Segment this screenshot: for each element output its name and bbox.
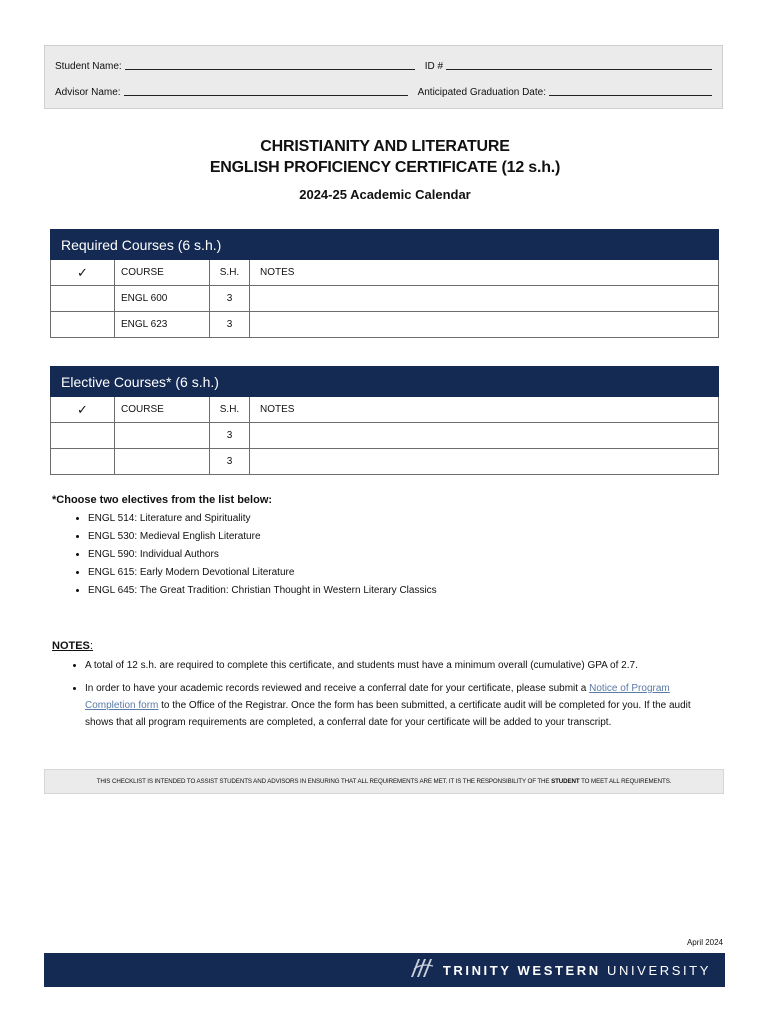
electives-list-section <box>52 494 437 600</box>
list-item: • ENGL 590: Individual Authors <box>88 546 437 564</box>
course-cell: ENGL 623 <box>115 312 210 338</box>
check-cell[interactable] <box>51 423 115 449</box>
id-field[interactable] <box>446 60 712 70</box>
table-row <box>51 286 719 312</box>
elective-courses-header <box>51 367 719 397</box>
notes-column-header: NOTES <box>250 397 719 423</box>
disclaimer-banner <box>44 769 724 794</box>
student-name-field[interactable] <box>125 60 415 70</box>
note-text: In order to have your academic records reviewed and receive a conferral date for your certificate, please submit a <box>85 683 590 694</box>
course-column-header: COURSE <box>115 260 210 286</box>
list-item: • A total of 12 s.h. are required to complete this certificate, and students must have a minimum overall (cumulative) GPA of 2.7. <box>85 657 720 674</box>
electives-list-heading: *Choose two electives from the list below: <box>52 494 273 506</box>
program-completion-form-link[interactable]: Notice of Program Completion form <box>85 683 670 711</box>
tree-logo-icon <box>409 957 435 984</box>
title-line-1: CHRISTIANITY AND LITERATURE <box>260 138 510 155</box>
academic-calendar-subtitle: 2024-25 Academic Calendar <box>299 187 471 202</box>
sh-cell: 3 <box>210 312 250 338</box>
advisor-name-label: Advisor Name: <box>55 87 121 98</box>
footer-bar <box>44 953 725 987</box>
list-item: • ENGL 530: Medieval English Literature <box>88 528 437 546</box>
university-logo <box>409 957 711 984</box>
sh-cell: 3 <box>210 423 250 449</box>
elective-courses-heading: Elective Courses* (6 s.h.) <box>51 367 719 397</box>
course-column-header: COURSE <box>115 397 210 423</box>
required-courses-heading: Required Courses (6 s.h.) <box>51 230 719 260</box>
table-row <box>51 423 719 449</box>
notes-cell[interactable] <box>250 312 719 338</box>
check-cell[interactable] <box>51 312 115 338</box>
student-info-box <box>44 45 723 109</box>
required-courses-header <box>51 230 719 260</box>
checkmark-icon: ✓ <box>51 260 115 286</box>
info-row-2 <box>55 84 712 98</box>
info-row-1 <box>55 58 712 72</box>
elective-courses-table <box>50 366 719 475</box>
disclaimer-text-end: TO MEET ALL REQUIREMENTS. <box>579 778 672 785</box>
sh-column-header: S.H. <box>210 260 250 286</box>
elective-column-headers <box>51 397 719 423</box>
student-name-label: Student Name: <box>55 61 122 72</box>
required-courses-table <box>50 229 719 338</box>
note-text: to the Office of the Registrar. Once the form has been submitted, a certificate audit will be completed for you. If the audit shows that all program requirements are completed, a conferral date for your certificate will be added to your transcript. <box>85 700 691 728</box>
notes-heading-text: NOTES <box>52 640 90 652</box>
advisor-name-field[interactable] <box>124 86 408 96</box>
notes-cell[interactable] <box>250 423 719 449</box>
university-name-last: UNIVERSITY <box>606 962 711 978</box>
university-name <box>443 963 711 978</box>
notes-column-header: NOTES <box>250 260 719 286</box>
course-cell[interactable] <box>115 449 210 475</box>
sh-cell: 3 <box>210 286 250 312</box>
notes-cell[interactable] <box>250 286 719 312</box>
notes-heading <box>52 640 720 652</box>
notes-list <box>52 657 720 731</box>
graduation-date-field[interactable] <box>549 86 712 96</box>
title-line-2: ENGLISH PROFICIENCY CERTIFICATE (12 s.h.) <box>209 159 561 176</box>
table-row <box>51 449 719 475</box>
graduation-date-label: Anticipated Graduation Date: <box>417 87 546 98</box>
list-item: • ENGL 645: The Great Tradition: Christian Thought in Western Literary Classics <box>88 582 437 600</box>
university-name-main: TRINITY WESTERN <box>442 962 607 978</box>
notes-heading-colon: : <box>89 640 93 652</box>
revision-date: April 2024 <box>686 938 723 947</box>
document-title-block <box>0 136 770 202</box>
disclaimer-text: THIS CHECKLIST IS INTENDED TO ASSIST STUDENTS AND ADVISORS IN ENSURING THAT ALL REQUIREMENTS ARE MET. IT IS THE RESPONSIBILITY OF THE <box>96 778 552 785</box>
list-item <box>85 680 720 731</box>
notes-cell[interactable] <box>250 449 719 475</box>
required-column-headers <box>51 260 719 286</box>
electives-list <box>52 510 437 600</box>
checkmark-icon: ✓ <box>51 397 115 423</box>
course-cell: ENGL 600 <box>115 286 210 312</box>
course-cell[interactable] <box>115 423 210 449</box>
id-label: ID # <box>424 61 444 72</box>
notes-section <box>52 640 720 737</box>
sh-cell: 3 <box>210 449 250 475</box>
table-row <box>51 312 719 338</box>
list-item: • ENGL 615: Early Modern Devotional Literature <box>88 564 437 582</box>
check-cell[interactable] <box>51 286 115 312</box>
check-cell[interactable] <box>51 449 115 475</box>
list-item: • ENGL 514: Literature and Spirituality <box>88 510 437 528</box>
sh-column-header: S.H. <box>210 397 250 423</box>
disclaimer-emphasis: STUDENT <box>551 778 580 785</box>
